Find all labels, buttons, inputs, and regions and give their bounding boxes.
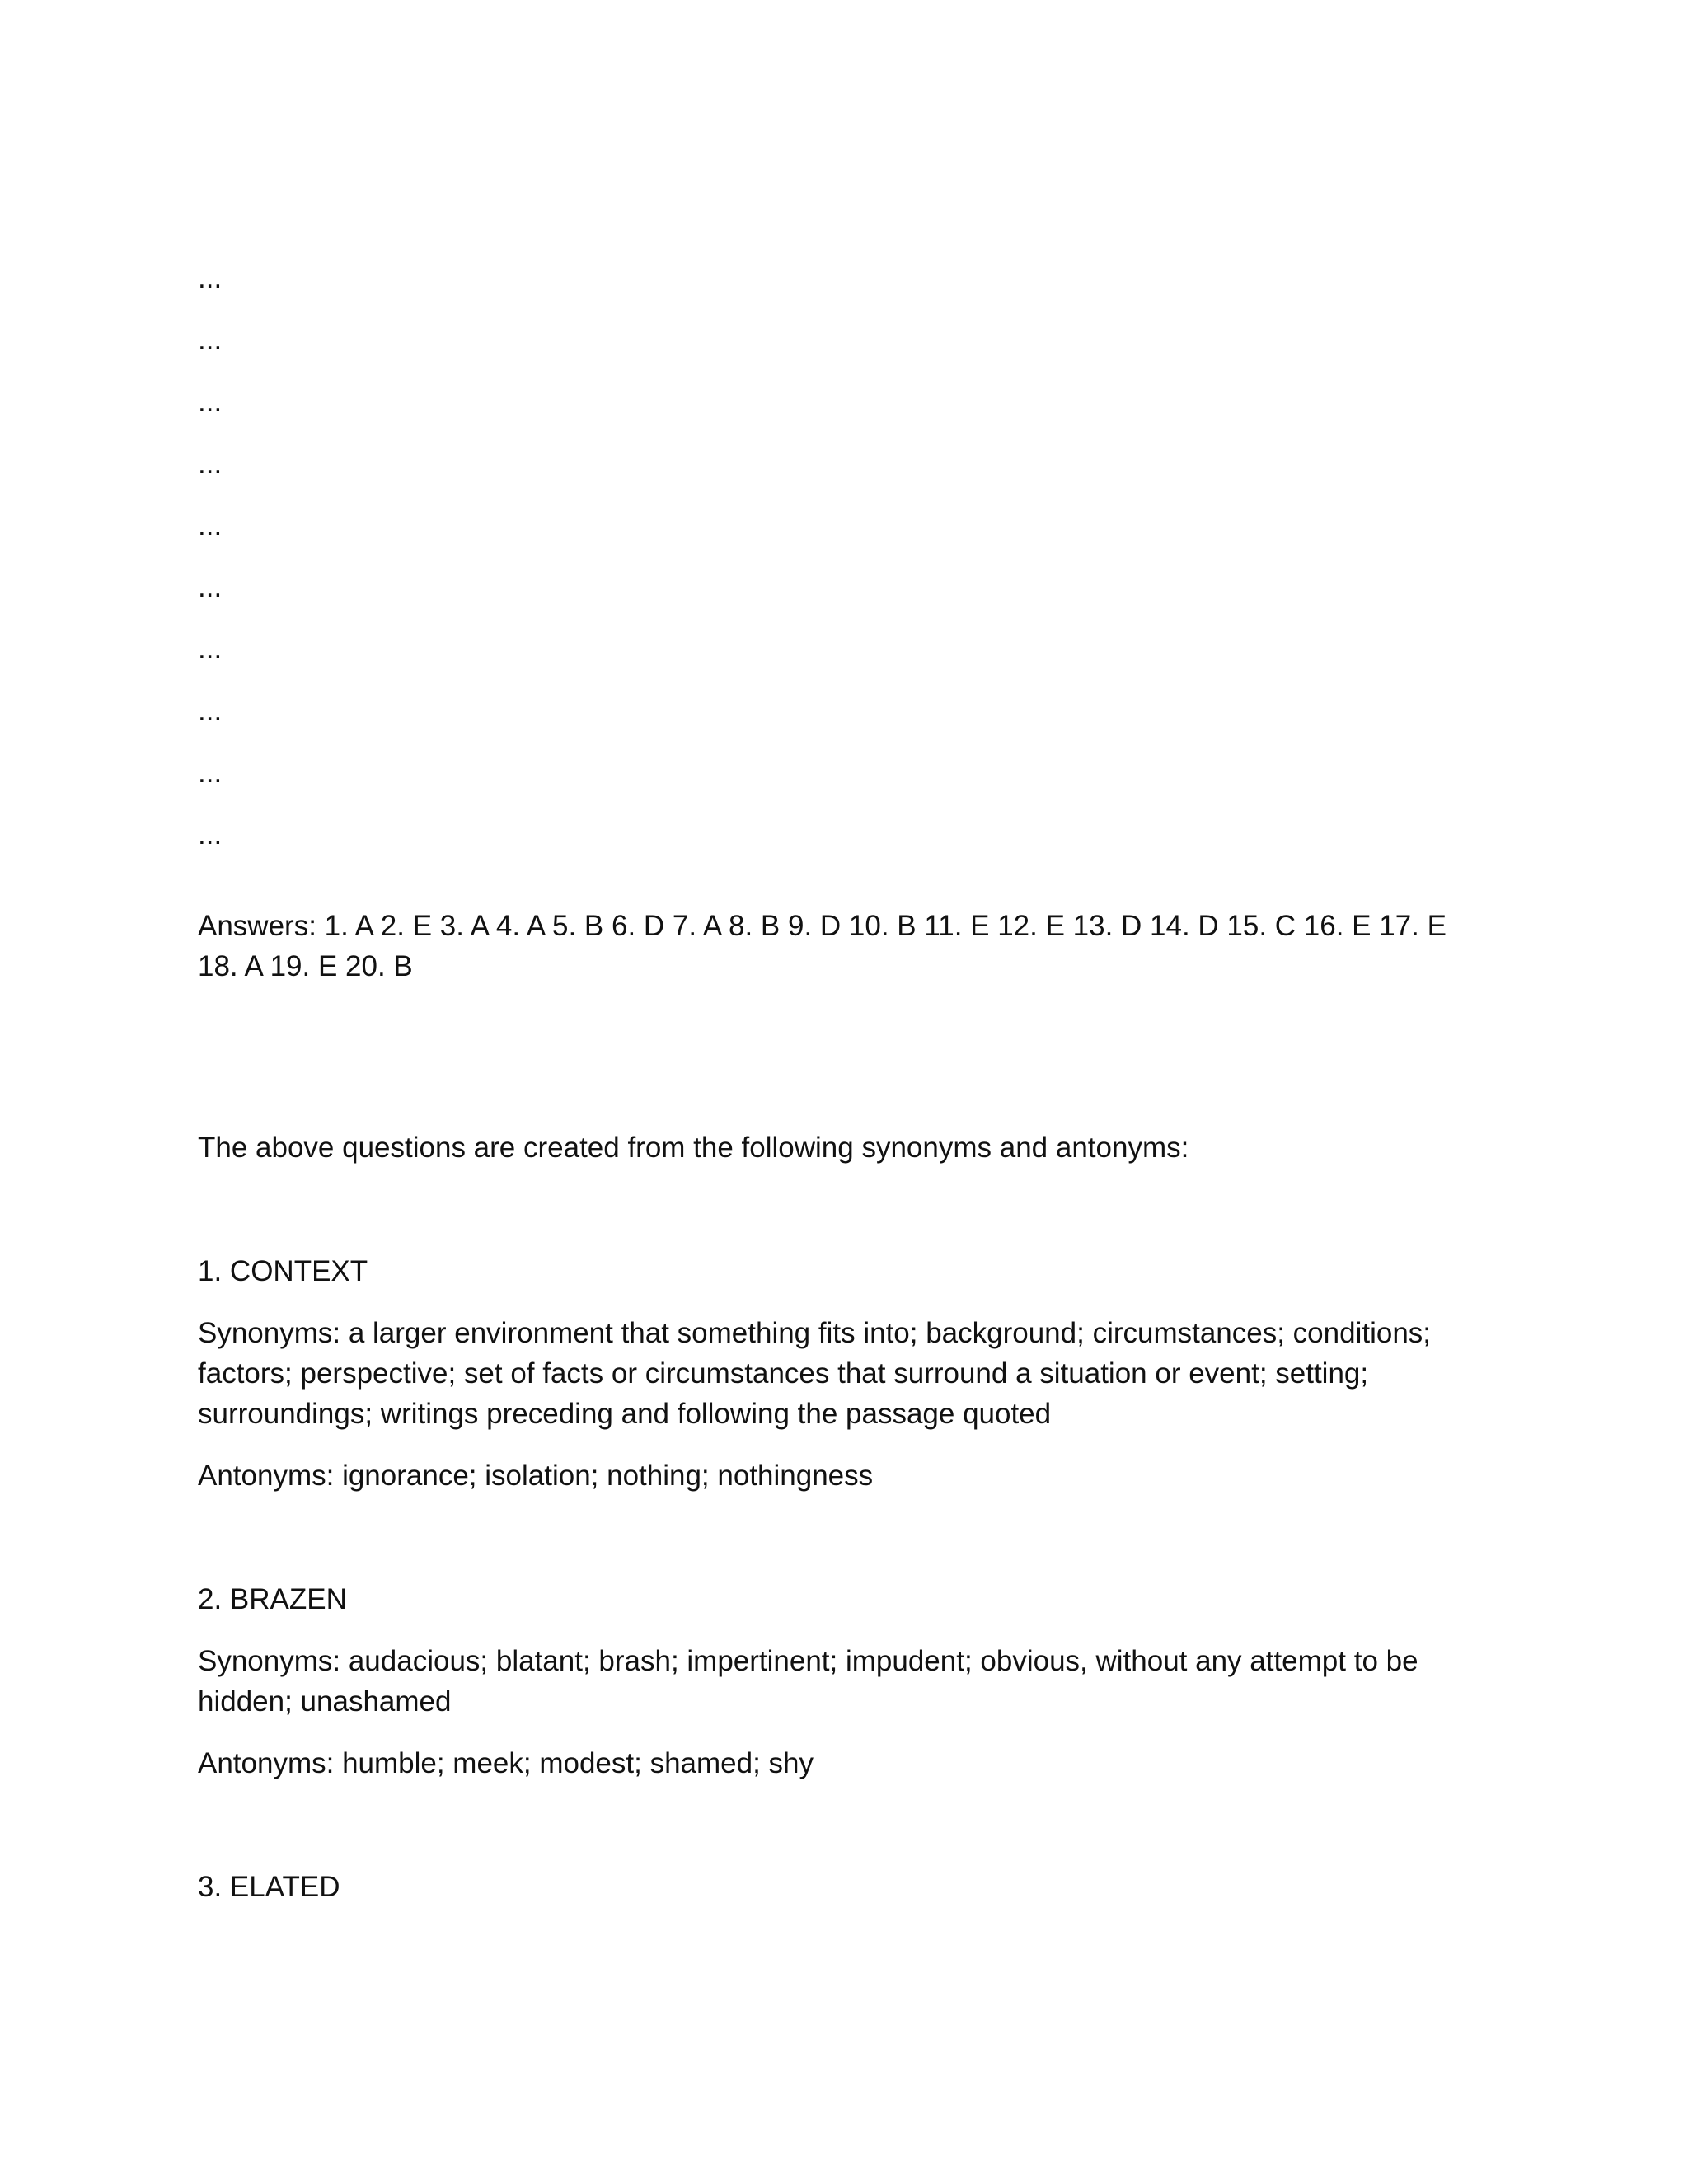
elided-line: ... xyxy=(198,448,223,480)
vocab-entry-context xyxy=(198,1251,1492,1496)
entry-heading: 1. CONTEXT xyxy=(198,1255,368,1287)
elided-line: ... xyxy=(198,818,223,851)
intro-paragraph: The above questions are created from the following synonyms and antonyms: xyxy=(198,1132,1189,1164)
elided-line: ... xyxy=(198,757,223,789)
elided-line: ... xyxy=(198,386,223,418)
entry-antonyms: Antonyms: ignorance; isolation; nothing; nothingness xyxy=(198,1460,874,1492)
entry-synonyms: Synonyms: audacious; blatant; brash; impertinent; impudent; obvious, without any attempt to be hidden; unashamed xyxy=(198,1645,1418,1718)
vocab-entry-brazen xyxy=(198,1579,1492,1783)
elided-questions-list xyxy=(198,258,1492,876)
document-body xyxy=(198,258,1492,1907)
elided-line: ... xyxy=(198,509,223,541)
elided-line: ... xyxy=(198,695,223,727)
vocab-entry-elated xyxy=(198,1867,1492,1907)
entry-synonyms: Synonyms: a larger environment that something fits into; background; circumstances; conditions; factors; perspective; set of facts or circumstances that surround a situation or event; setting; surroundings; writings preceding and following the passage quoted xyxy=(198,1317,1432,1430)
entry-heading: 3. ELATED xyxy=(198,1871,340,1903)
entry-heading: 2. BRAZEN xyxy=(198,1583,347,1615)
elided-line: ... xyxy=(198,262,223,294)
entry-antonyms: Antonyms: humble; meek; modest; shamed; shy xyxy=(198,1747,814,1779)
answer-key: Answers: 1. A 2. E 3. A 4. A 5. B 6. D 7. A 8. B 9. D 10. B 11. E 12. E 13. D 14. D 15. C 16. E 17. E 18. A 19. E 20. B xyxy=(198,910,1447,982)
elided-line: ... xyxy=(198,324,223,356)
elided-line: ... xyxy=(198,633,223,665)
elided-line: ... xyxy=(198,571,223,603)
